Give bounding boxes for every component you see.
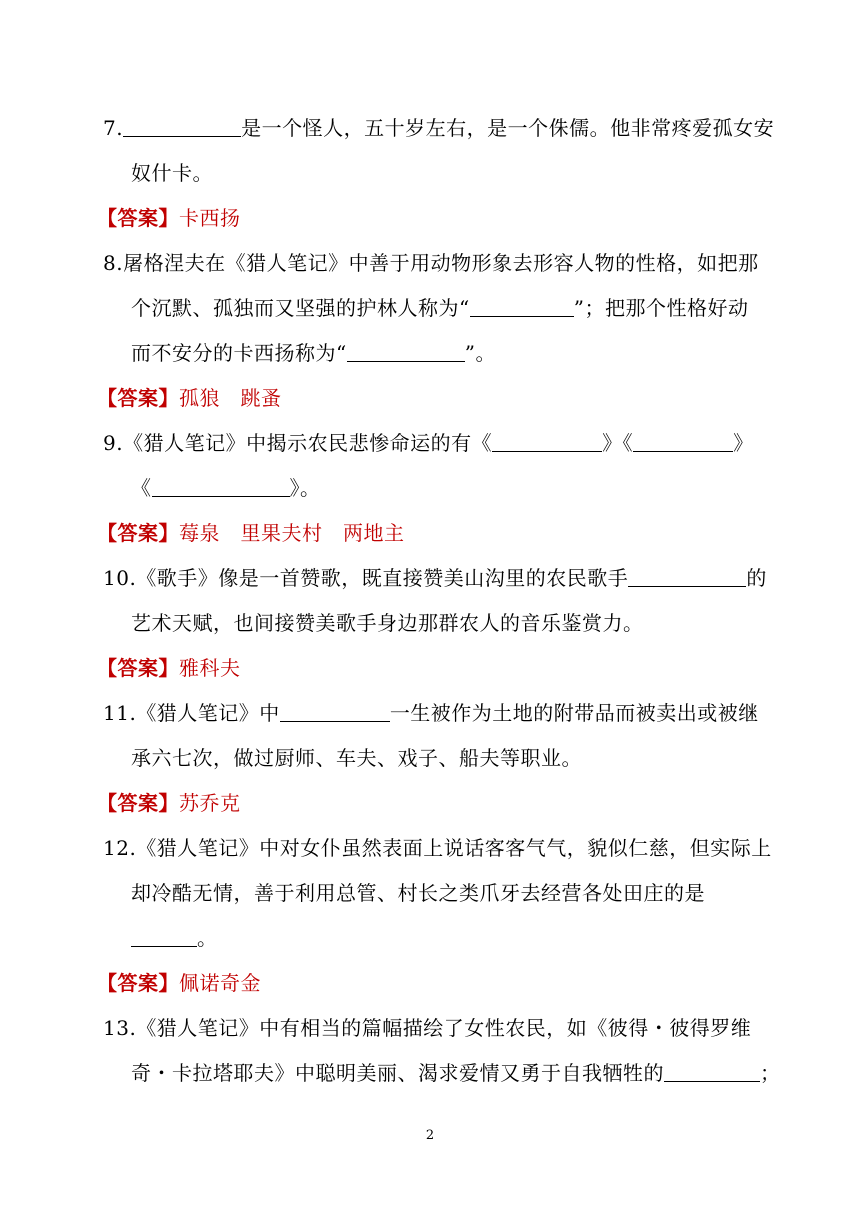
question-text: 个沉默、孤独而又坚强的护林人称为“ [131,296,470,320]
fill-blank [470,296,574,317]
answer-8 [97,376,763,421]
fill-blank [664,1061,760,1082]
question-text: 承六七次，做过厨师、车夫、戏子、船夫等职业。 [131,746,582,770]
answer-tag: 【答案】 [97,791,179,815]
question-number: 7. [103,116,124,140]
question-12 [103,826,772,961]
question-8 [103,241,763,376]
fill-blank [131,926,197,947]
fill-blank [633,431,733,452]
question-text: 》 [733,431,754,455]
answer-10 [97,646,763,691]
question-number: 8. [103,251,124,275]
question-text: 奇・卡拉塔耶夫》中聪明美丽、渴求爱情又勇于自我牺牲的 [131,1061,664,1085]
question-11 [103,691,763,781]
question-number: 12. [103,836,137,860]
question-text: 《猎人笔记》中对女仆虽然表面上说话客客气气，貌似仁慈，但实际上 [136,836,772,860]
answer-tag: 【答案】 [97,971,179,995]
question-text: 却冷酷无情，善于利用总管、村长之类爪牙去经营各处田庄的是 [131,881,705,905]
question-number: 13. [103,1016,137,1040]
answer-12 [97,961,763,1006]
answer-text: 雅科夫 [179,656,241,680]
fill-blank [628,566,746,587]
question-text: 《猎人笔记》中 [136,701,280,725]
answer-tag: 【答案】 [97,521,179,545]
fill-blank [347,341,465,362]
question-number: 9. [103,431,124,455]
question-text: 一生被作为土地的附带品而被卖出或被继 [389,701,759,725]
answer-9 [97,511,763,556]
answer-7 [97,196,763,241]
question-7 [103,106,775,196]
answer-text: 孤狼 跳蚤 [179,386,282,410]
answer-tag: 【答案】 [97,386,179,410]
question-text: 。 [197,926,218,950]
answer-text: 佩诺奇金 [179,971,261,995]
question-text: 的 [746,566,767,590]
page-content [97,106,781,1096]
question-text: ”。 [464,341,496,365]
question-number: 10. [103,566,137,590]
answer-text: 卡西扬 [179,206,241,230]
question-text: 《猎人笔记》中揭示农民悲惨命运的有《 [123,431,493,455]
question-text: ”；把那个性格好动 [573,296,749,320]
question-13 [103,1006,781,1096]
question-text: 屠格涅夫在《猎人笔记》中善于用动物形象去形容人物的性格，如把那 [123,251,759,275]
question-text: ； [760,1061,781,1085]
question-10 [103,556,767,646]
fill-blank [152,476,290,497]
question-text: 《歌手》像是一首赞歌，既直接赞美山沟里的农民歌手 [136,566,629,590]
answer-text: 苏乔克 [179,791,241,815]
question-9 [103,421,763,511]
answer-11 [97,781,763,826]
fill-blank [123,116,241,137]
page-number: 2 [425,1128,435,1143]
answer-tag: 【答案】 [97,656,179,680]
question-text: 而不安分的卡西扬称为“ [131,341,347,365]
question-text: 《 [131,476,152,500]
fill-blank [492,431,602,452]
answer-tag: 【答案】 [97,206,179,230]
question-text: 》。 [289,476,321,500]
question-text: 奴什卡。 [131,161,213,185]
fill-blank [280,701,390,722]
question-number: 11. [103,701,137,725]
question-text: 《猎人笔记》中有相当的篇幅描绘了女性农民，如《彼得・彼得罗维 [136,1016,752,1040]
question-text: 艺术天赋，也间接赞美歌手身边那群农人的音乐鉴赏力。 [131,611,644,635]
question-text: 是一个怪人，五十岁左右，是一个侏儒。他非常疼爱孤女安 [241,116,775,140]
question-text: 》《 [602,431,634,455]
answer-text: 莓泉 里果夫村 两地主 [179,521,405,545]
